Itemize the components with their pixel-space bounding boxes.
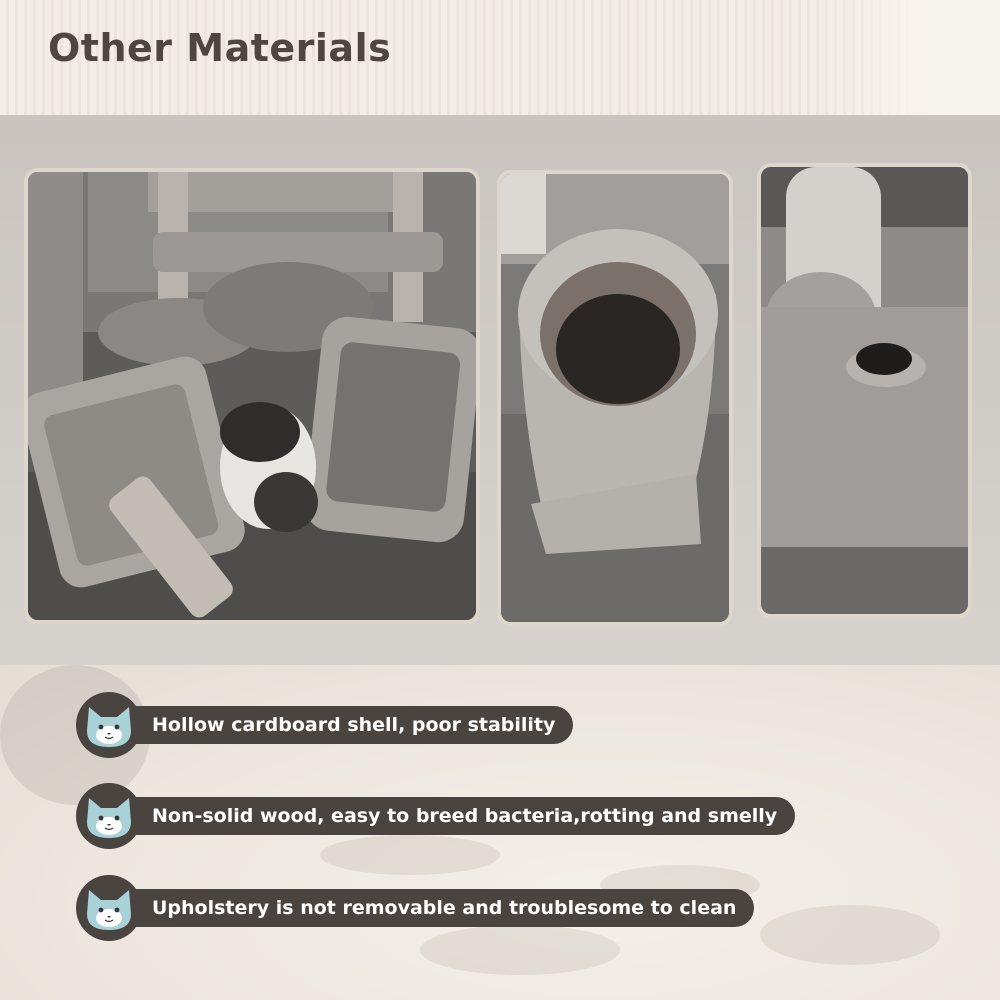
platform-hole-photo-icon bbox=[761, 167, 968, 614]
page-title: Other Materials bbox=[48, 26, 392, 70]
cat-tree-photo-icon bbox=[28, 172, 476, 620]
feature-pill bbox=[106, 889, 754, 927]
feature-badge bbox=[76, 692, 142, 758]
feature-text: Upholstery is not removable and troublesome to clean bbox=[152, 897, 737, 919]
photo-cat-tree bbox=[24, 168, 480, 624]
feature-text: Non-solid wood, easy to breed bacteria,rotting and smelly bbox=[152, 805, 778, 827]
window-light bbox=[820, 0, 1000, 115]
feature-badge bbox=[76, 875, 142, 941]
feature-pill bbox=[106, 797, 795, 835]
rug-pattern bbox=[320, 835, 500, 875]
photo-platform-hole bbox=[757, 163, 972, 618]
cat-face-icon bbox=[81, 788, 137, 844]
hollow-cardboard-post-photo-icon bbox=[501, 174, 729, 622]
rug-pattern bbox=[420, 925, 620, 975]
cat-face-icon bbox=[81, 697, 137, 753]
feature-text: Hollow cardboard shell, poor stability bbox=[152, 714, 556, 736]
rug-pattern bbox=[760, 905, 940, 965]
cat-face-icon bbox=[81, 880, 137, 936]
feature-pill bbox=[106, 706, 573, 744]
feature-badge bbox=[76, 783, 142, 849]
photo-hollow-post bbox=[497, 170, 733, 626]
